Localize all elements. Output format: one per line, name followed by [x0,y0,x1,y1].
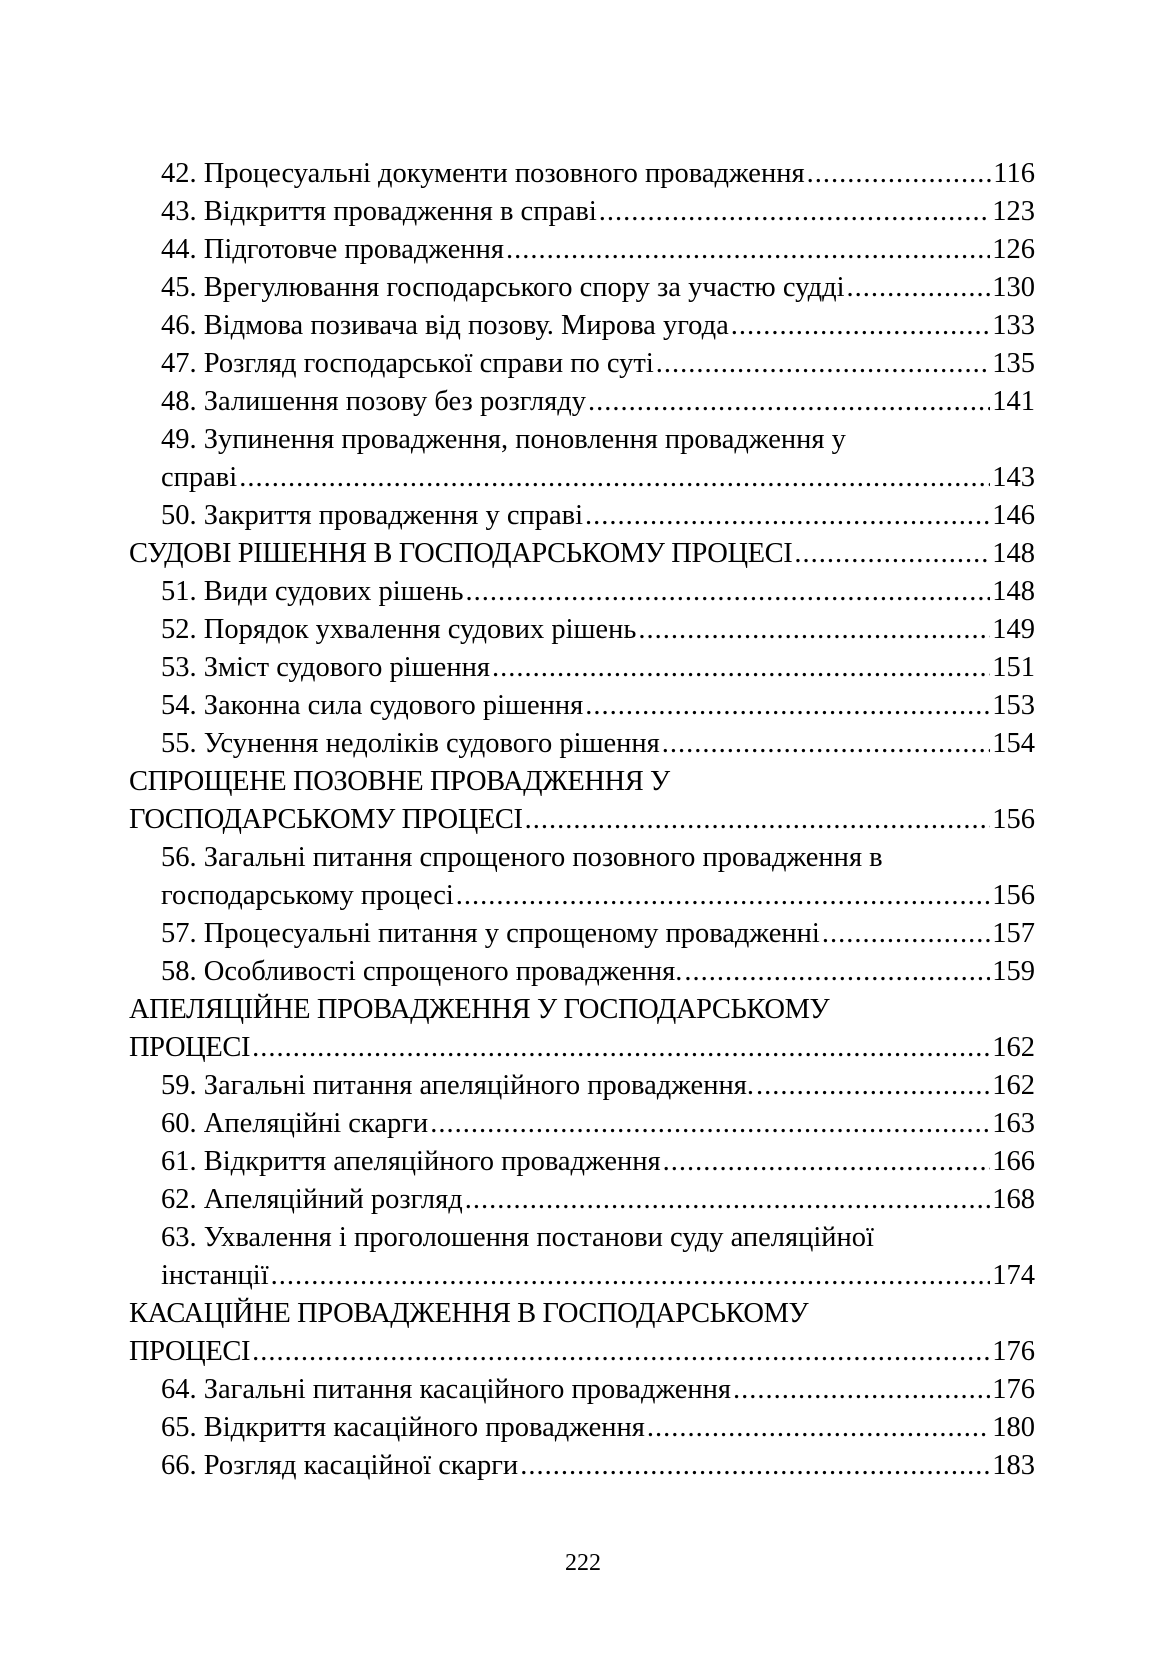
toc-entry-number: 45. [161,272,197,303]
toc-entry-page: 176 [992,1374,1035,1405]
toc-entry-title: Розгляд касаційної скарги [203,1450,519,1481]
toc-entry-page: 166 [992,1146,1035,1177]
toc-entry-page: 174 [992,1260,1035,1291]
toc-entry-number: 57. [161,918,197,949]
toc-leader-dots [520,1447,990,1485]
toc-entry-number: 55. [161,728,197,759]
toc-entry-page: 116 [993,158,1035,189]
toc-section-cassation-proceedings[interactable] [129,1295,1035,1371]
toc-entry-58[interactable] [129,953,1035,991]
toc-entry-number: 59. [161,1070,197,1101]
toc-leader-dots [794,535,990,573]
toc-entry-page: 148 [992,576,1035,607]
toc-section-title-line2: ПРОЦЕСІ [129,1336,251,1367]
toc-entry-65[interactable] [129,1409,1035,1447]
toc-entry-page: 162 [992,1070,1035,1101]
toc-entry-title: Відмова позивача від позову. Мирова угода [203,310,729,341]
toc-leader-dots [252,1029,990,1067]
toc-entry-number: 60. [161,1108,197,1139]
toc-entry-page: 168 [992,1184,1035,1215]
toc-entry-64[interactable] [129,1371,1035,1409]
toc-entry-62[interactable] [129,1181,1035,1219]
toc-entry-59[interactable] [129,1067,1035,1105]
toc-entry-page: 133 [992,310,1035,341]
toc-leader-dots [656,345,990,383]
toc-entry-57[interactable] [129,915,1035,953]
toc-entry-page: 130 [992,272,1035,303]
toc-entry-number: 58. [161,956,197,987]
toc-leader-dots [588,383,990,421]
toc-entry-53[interactable] [129,649,1035,687]
toc-leader-dots [822,915,990,953]
toc-entry-title: Особливості спрощеного провадження. [203,956,683,987]
toc-entry-page: 141 [992,386,1035,417]
toc-section-title-line2: ГОСПОДАРСЬКОМУ ПРОЦЕСІ [129,804,523,835]
toc-entry-55[interactable] [129,725,1035,763]
toc-leader-dots [456,877,990,915]
toc-entry-title: Види судових рішень [203,576,464,607]
toc-entry-number: 56. [161,842,197,873]
toc-entry-page: 153 [992,690,1035,721]
toc-entry-page: 123 [992,196,1035,227]
toc-section-title-line1: СПРОЩЕНЕ ПОЗОВНЕ ПРОВАДЖЕННЯ У [129,766,670,797]
toc-entry-page: 156 [992,880,1035,911]
toc-entry-46[interactable] [129,307,1035,345]
toc-leader-dots [465,1181,991,1219]
toc-leader-dots [638,611,990,649]
toc-entry-48[interactable] [129,383,1035,421]
toc-leader-dots [847,269,991,307]
toc-entry-title: Законна сила судового рішення [203,690,584,721]
toc-leader-dots [492,649,990,687]
toc-entry-page: 183 [992,1450,1035,1481]
toc-entry-number: 54. [161,690,197,721]
toc-entry-page: 148 [992,538,1035,569]
toc-leader-dots [807,155,992,193]
toc-entry-title: Підготовче провадження [203,234,504,265]
toc-entry-page: 157 [992,918,1035,949]
toc-entry-number: 49. [161,424,197,455]
toc-entry-63[interactable] [129,1219,1035,1295]
toc-entry-52[interactable] [129,611,1035,649]
toc-section-appeal-proceedings[interactable] [129,991,1035,1067]
toc-leader-dots [430,1105,990,1143]
toc-entry-title: Закриття провадження у справі [203,500,584,531]
toc-entry-number: 44. [161,234,197,265]
toc-entry-page: 126 [992,234,1035,265]
toc-section-court-decisions[interactable] [129,535,1035,573]
toc-entry-number: 62. [161,1184,197,1215]
toc-entry-61[interactable] [129,1143,1035,1181]
toc-leader-dots [756,1067,990,1105]
toc-entry-title: Розгляд господарської справи по суті [203,348,654,379]
toc-leader-dots [663,1143,991,1181]
toc-entry-page: 149 [992,614,1035,645]
toc-entry-number: 50. [161,500,197,531]
toc-entry-title: Загальні питання апеляційного провадження. [203,1070,754,1101]
toc-entry-43[interactable] [129,193,1035,231]
toc-leader-dots [585,687,990,725]
toc-entry-title-line2: справі [161,462,238,493]
toc-leader-dots [599,193,991,231]
toc-entry-page: 162 [992,1032,1035,1063]
toc-entry-number: 46. [161,310,197,341]
toc-section-title-line1: КАСАЦІЙНЕ ПРОВАДЖЕННЯ В ГОСПОДАРСЬКОМУ [129,1298,809,1329]
toc-entry-50[interactable] [129,497,1035,535]
toc-entry-66[interactable] [129,1447,1035,1485]
toc-leader-dots [239,459,990,497]
toc-entry-title: Відкриття провадження в справі [203,196,597,227]
toc-entry-49[interactable] [129,421,1035,497]
toc-entry-page: 154 [992,728,1035,759]
toc-entry-page: 180 [992,1412,1035,1443]
toc-entry-title: Відкриття касаційного провадження [203,1412,645,1443]
toc-section-simplified-proceedings[interactable] [129,763,1035,839]
toc-entry-number: 61. [161,1146,197,1177]
toc-entry-56[interactable] [129,839,1035,915]
toc-entry-title: Врегулювання господарського спору за участю судді [203,272,845,303]
toc-entry-number: 48. [161,386,197,417]
toc-entry-60[interactable] [129,1105,1035,1143]
toc-entry-page: 156 [992,804,1035,835]
toc-entry-page: 146 [992,500,1035,531]
toc-entry-title-line1: Зупинення провадження, поновлення провадження у [203,424,846,455]
toc-entry-title-line2: господарському процесі [161,880,454,911]
toc-entry-number: 63. [161,1222,197,1253]
toc-entry-title-line2: інстанції [161,1260,269,1291]
toc-entry-number: 52. [161,614,197,645]
toc-entry-title: Апеляційні скарги [203,1108,429,1139]
toc-entry-page: 151 [992,652,1035,683]
toc-leader-dots [647,1409,990,1447]
toc-entry-title: Залишення позову без розгляду [203,386,587,417]
toc-entry-47[interactable] [129,345,1035,383]
toc-entry-title-line1: Загальні питання спрощеного позовного провадження в [203,842,883,873]
table-of-contents [129,155,1035,1485]
toc-section-title-line1: АПЕЛЯЦІЙНЕ ПРОВАДЖЕННЯ У ГОСПОДАРСЬКОМУ [129,994,830,1025]
toc-entry-page: 135 [992,348,1035,379]
toc-section-title: СУДОВІ РІШЕННЯ В ГОСПОДАРСЬКОМУ ПРОЦЕСІ [129,538,793,569]
toc-leader-dots [271,1257,991,1295]
toc-leader-dots [731,307,990,345]
toc-entry-number: 53. [161,652,197,683]
toc-leader-dots [525,801,991,839]
toc-entry-page: 176 [992,1336,1035,1367]
toc-entry-title: Процесуальні питання у спрощеному провадженні [203,918,820,949]
page-number: 222 [565,1550,601,1576]
toc-entry-54[interactable] [129,687,1035,725]
toc-entry-page: 163 [992,1108,1035,1139]
toc-entry-number: 42. [161,158,197,189]
toc-entry-42[interactable] [129,155,1035,193]
toc-entry-page: 143 [992,462,1035,493]
toc-entry-title: Зміст судового рішення [203,652,490,683]
toc-entry-number: 51. [161,576,197,607]
toc-entry-title: Загальні питання касаційного провадження [203,1374,732,1405]
toc-entry-45[interactable] [129,269,1035,307]
toc-leader-dots [733,1371,990,1409]
toc-entry-title-line1: Ухвалення і проголошення постанови суду апеляційної [203,1222,874,1253]
toc-entry-title: Апеляційний розгляд [203,1184,463,1215]
toc-leader-dots [506,231,990,269]
toc-section-title-line2: ПРОЦЕСІ [129,1032,251,1063]
toc-entry-number: 65. [161,1412,197,1443]
toc-entry-title: Порядок ухвалення судових рішень [203,614,637,645]
toc-entry-number: 47. [161,348,197,379]
toc-entry-title: Усунення недоліків судового рішення [203,728,660,759]
toc-leader-dots [684,953,990,991]
toc-entry-number: 43. [161,196,197,227]
toc-entry-title: Процесуальні документи позовного провадження [203,158,805,189]
toc-leader-dots [252,1333,990,1371]
toc-entry-51[interactable] [129,573,1035,611]
toc-entry-number: 66. [161,1450,197,1481]
toc-leader-dots [465,573,990,611]
toc-entry-number: 64. [161,1374,197,1405]
toc-entry-44[interactable] [129,231,1035,269]
toc-entry-title: Відкриття апеляційного провадження [203,1146,661,1177]
toc-entry-page: 159 [992,956,1035,987]
toc-leader-dots [585,497,990,535]
toc-leader-dots [662,725,990,763]
